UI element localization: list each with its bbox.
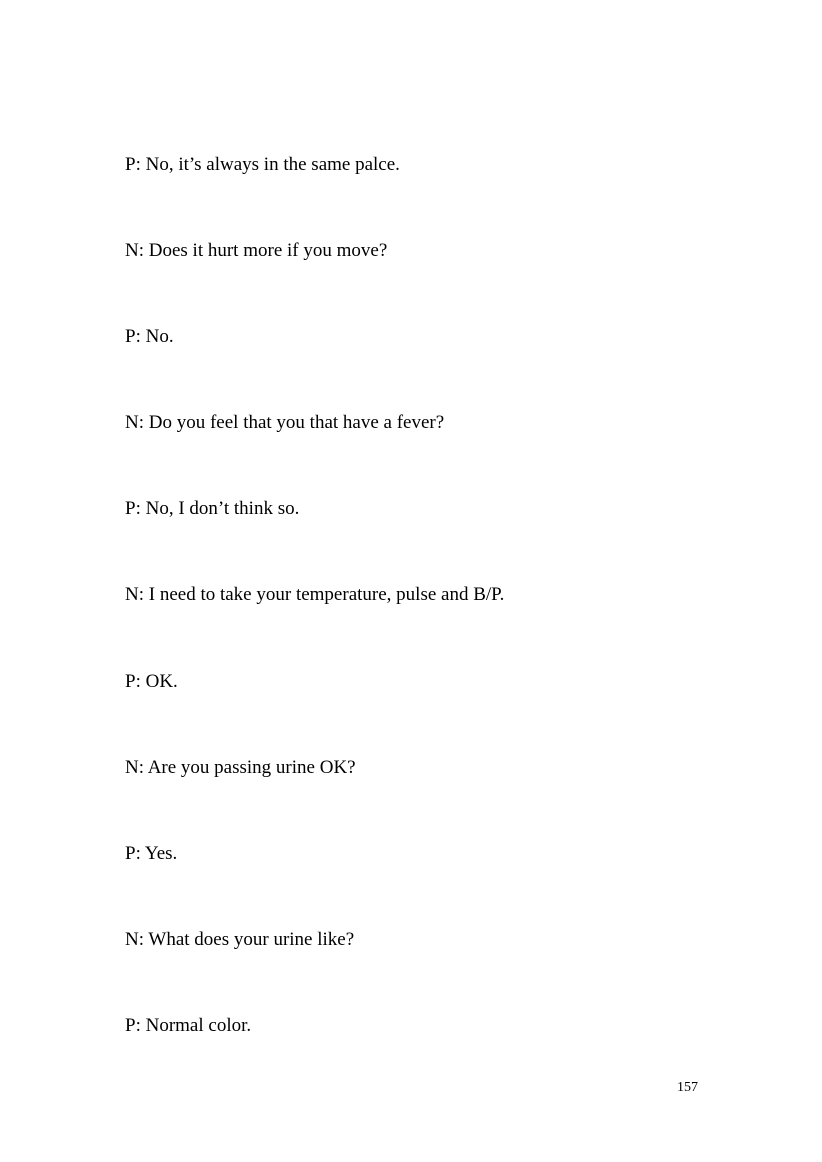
dialogue-line: P: No, it’s always in the same palce.: [125, 154, 400, 175]
dialogue-line: N: Does it hurt more if you move?: [125, 240, 388, 261]
dialogue-line: P: No.: [125, 326, 174, 347]
dialogue-line: P: OK.: [125, 671, 178, 692]
page-number: 157: [677, 1080, 698, 1095]
dialogue-line: N: Do you feel that you that have a fever?: [125, 412, 445, 433]
dialogue-line: N: I need to take your temperature, pulse and B/P.: [125, 584, 505, 605]
dialogue-line: N: What does your urine like?: [125, 929, 355, 950]
dialogue-line: P: No, I don’t think so.: [125, 498, 300, 519]
dialogue-line: P: Normal color.: [125, 1015, 252, 1036]
dialogue-line: N: Are you passing urine OK?: [125, 757, 356, 778]
dialogue-line: P: Yes.: [125, 843, 178, 864]
